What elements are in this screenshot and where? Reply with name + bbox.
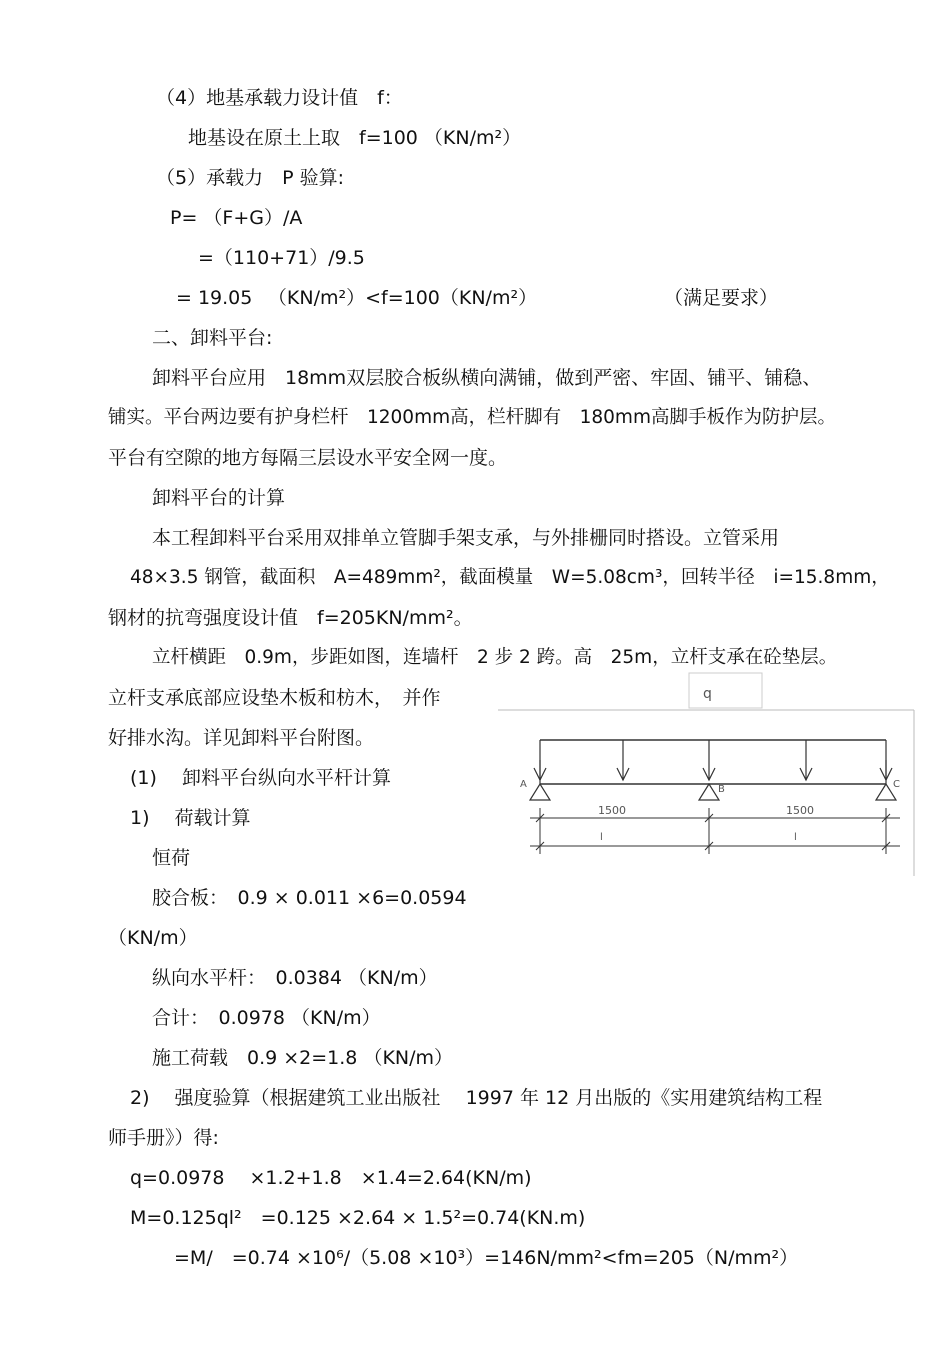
subsection-heading: 卸料平台的计算 <box>152 487 286 509</box>
load-arrow <box>880 760 892 780</box>
paragraph-line: 铺实。平台两边要有护身栏杆 1200mm高，栏杆脚有 180mm高脚手板作为防护层。 <box>108 407 836 428</box>
section-heading: 二、卸料平台: <box>152 327 273 349</box>
support-b <box>699 784 719 800</box>
span-1-symbol: l <box>600 832 603 843</box>
item-heading: (1) 卸料平台纵向水平杆计算 <box>130 767 391 789</box>
span-2-symbol: l <box>794 832 797 843</box>
formula-line: 胶合板： 0.9 × 0.011 ×6=0.0594 <box>152 887 467 909</box>
text-line: 地基设在原土上取 f=100 （KN/m²） <box>188 127 522 149</box>
formula-line: = 19.05 （KN/m²）<f=100（KN/m²） <box>176 287 538 309</box>
paragraph-line: 卸料平台应用 18mm双层胶合板纵横向满铺，做到严密、牢固、铺平、铺稳、 <box>152 367 822 389</box>
load-arrow <box>703 740 715 780</box>
support-a-label: A <box>520 779 527 790</box>
support-b-label: B <box>718 784 725 795</box>
load-label: q <box>703 686 712 702</box>
paragraph-line: 好排水沟。详见卸料平台附图。 <box>108 727 375 749</box>
load-label-box <box>689 673 762 708</box>
conclusion-note: （满足要求） <box>664 287 779 309</box>
text-line: 恒荷 <box>152 847 191 869</box>
formula-line: 纵向水平杆： 0.0384 （KN/m） <box>152 967 438 989</box>
paragraph-line: 平台有空隙的地方每隔三层设水平安全网一度。 <box>108 447 508 469</box>
formula-line: 合计： 0.0978 （KN/m） <box>152 1007 381 1029</box>
support-c-label: C <box>893 779 900 790</box>
load-arrow <box>534 760 546 780</box>
beam-load-diagram <box>496 672 916 878</box>
paragraph-line: 48×3.5 钢管，截面积 A=489mm²，截面模量 W=5.08cm³，回转半径 i=15.8mm， <box>130 567 890 588</box>
text-line: （4）地基承载力设计值 f： <box>156 87 403 109</box>
support-a <box>530 784 550 800</box>
paragraph-line: 立杆横距 0.9m，步距如图，连墙杆 2 步 2 跨。高 25m，立杆支承在砼垫层。 <box>152 647 838 668</box>
item-heading: 1) 荷载计算 <box>130 807 251 829</box>
paragraph-line: 师手册》）得: <box>108 1127 219 1149</box>
paragraph-line: 本工程卸料平台采用双排单立管脚手架支承，与外排栅同时搭设。立管采用 <box>152 527 780 549</box>
formula-line: q=0.0978 ×1.2+1.8 ×1.4=2.64(KN/m) <box>130 1167 532 1189</box>
span-1-length: 1500 <box>598 804 626 817</box>
load-arrow <box>617 740 629 780</box>
span-2-length: 1500 <box>786 804 814 817</box>
paragraph-line: 立杆支承底部应设垫木板和枋木， 并作 <box>108 687 441 709</box>
text-line: （5）承载力 P 验算: <box>156 167 344 189</box>
formula-line: =M/ =0.74 ×10⁶/（5.08 ×10³）=146N/mm²<fm=205（N/mm²） <box>174 1247 799 1269</box>
unit-line: （KN/m） <box>108 927 198 949</box>
formula-line: =（110+71）/9.5 <box>198 247 365 269</box>
item-heading: 2) 强度验算（根据建筑工业出版社 1997 年 12 月出版的《实用建筑结构工程 <box>130 1087 823 1109</box>
load-arrow <box>800 740 812 780</box>
formula-line: P= （F+G）/A <box>170 207 303 229</box>
formula-line: M=0.125ql² =0.125 ×2.64 × 1.5²=0.74(KN.m) <box>130 1207 586 1229</box>
formula-line: 施工荷载 0.9 ×2=1.8 （KN/m） <box>152 1047 454 1069</box>
paragraph-line: 钢材的抗弯强度设计值 f=205KN/mm²。 <box>108 607 473 629</box>
